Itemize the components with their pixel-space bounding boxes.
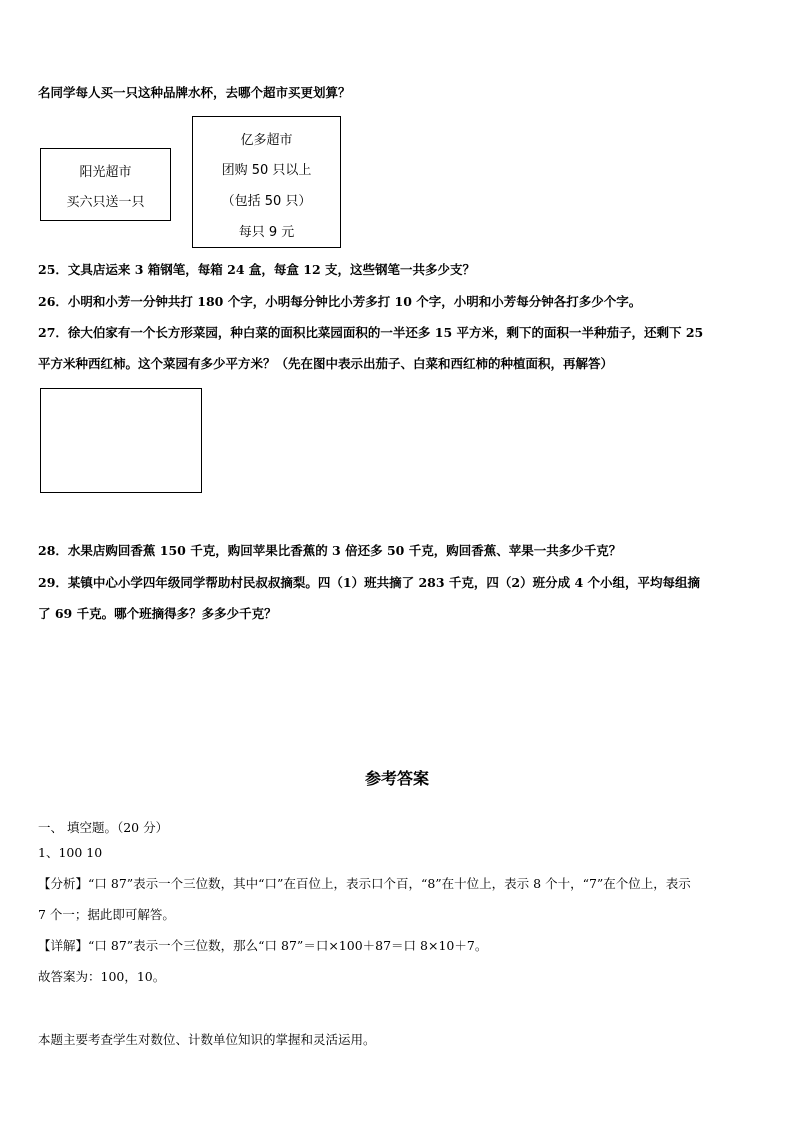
store-a-box <box>40 148 171 221</box>
answer-conclusion: 故答案为：100，10。 <box>38 969 166 984</box>
garden-rectangle <box>40 388 202 493</box>
question-29-line1: 29．某镇中心小学四年级同学帮助村民叔叔摘梨。四（1）班共摘了 283 千克，四（2）班分成 4 个小组，平均每组摘 <box>38 575 700 590</box>
question-26: 26．小明和小芳一分钟共打 180 个字，小明每分钟比小芳多打 10 个字，小明和小芳每分钟各打多少个字。 <box>38 294 642 309</box>
store-b-offer-line1: 团购 50 只以上 <box>221 163 312 178</box>
answer-1: 1、100 10 <box>38 845 103 860</box>
answer-analysis-line2: 7 个一；据此即可解答。 <box>38 907 175 922</box>
answer-section-title: 参考答案 <box>364 769 429 788</box>
answer-section-heading: 一、 填空题。（20 分） <box>38 820 169 835</box>
question-27-line1: 27．徐大伯家有一个长方形菜园，种白菜的面积比菜园面积的一半还多 15 平方米，剩下的面积一半种茄子，还剩下 25 <box>38 325 704 340</box>
question-28: 28．水果店购回香蕉 150 千克，购回苹果比香蕉的 3 倍还多 50 千克，购回香蕉、苹果一共多少千克？ <box>38 543 622 558</box>
answer-analysis-line1: 【分析】“口 87”表示一个三位数，其中“口”在百位上，表示口个百，“8”在十位上，表示 8 个十，“7”在个位上，表示 <box>38 876 691 891</box>
question-24-continuation: 名同学每人买一只这种品牌水杯，去哪个超市买更划算？ <box>38 85 351 100</box>
store-b-box <box>192 116 341 248</box>
answer-detail: 【详解】“口 87”表示一个三位数，那么“口 87”＝口×100＋87＝口 8×10＋7。 <box>38 938 488 953</box>
store-a-offer: 买六只送一只 <box>66 195 145 210</box>
answer-summary: 本题主要考查学生对数位、计数单位知识的掌握和灵活运用。 <box>38 1032 376 1047</box>
store-b-offer-line2: （包括 50 只） <box>221 194 312 209</box>
question-29-line2: 了 69 千克。哪个班摘得多？多多少千克？ <box>38 606 277 621</box>
store-b-name: 亿多超市 <box>240 133 293 148</box>
question-27-line2: 平方米种西红柿。这个菜园有多少平方米？（先在图中表示出茄子、白菜和西红柿的种植面积，再解答） <box>38 356 614 371</box>
question-25: 25．文具店运来 3 箱钢笔，每箱 24 盒，每盒 12 支，这些钢笔一共多少支？ <box>38 262 475 277</box>
store-a-name: 阳光超市 <box>79 165 132 180</box>
store-b-offer-line3: 每只 9 元 <box>238 225 295 240</box>
